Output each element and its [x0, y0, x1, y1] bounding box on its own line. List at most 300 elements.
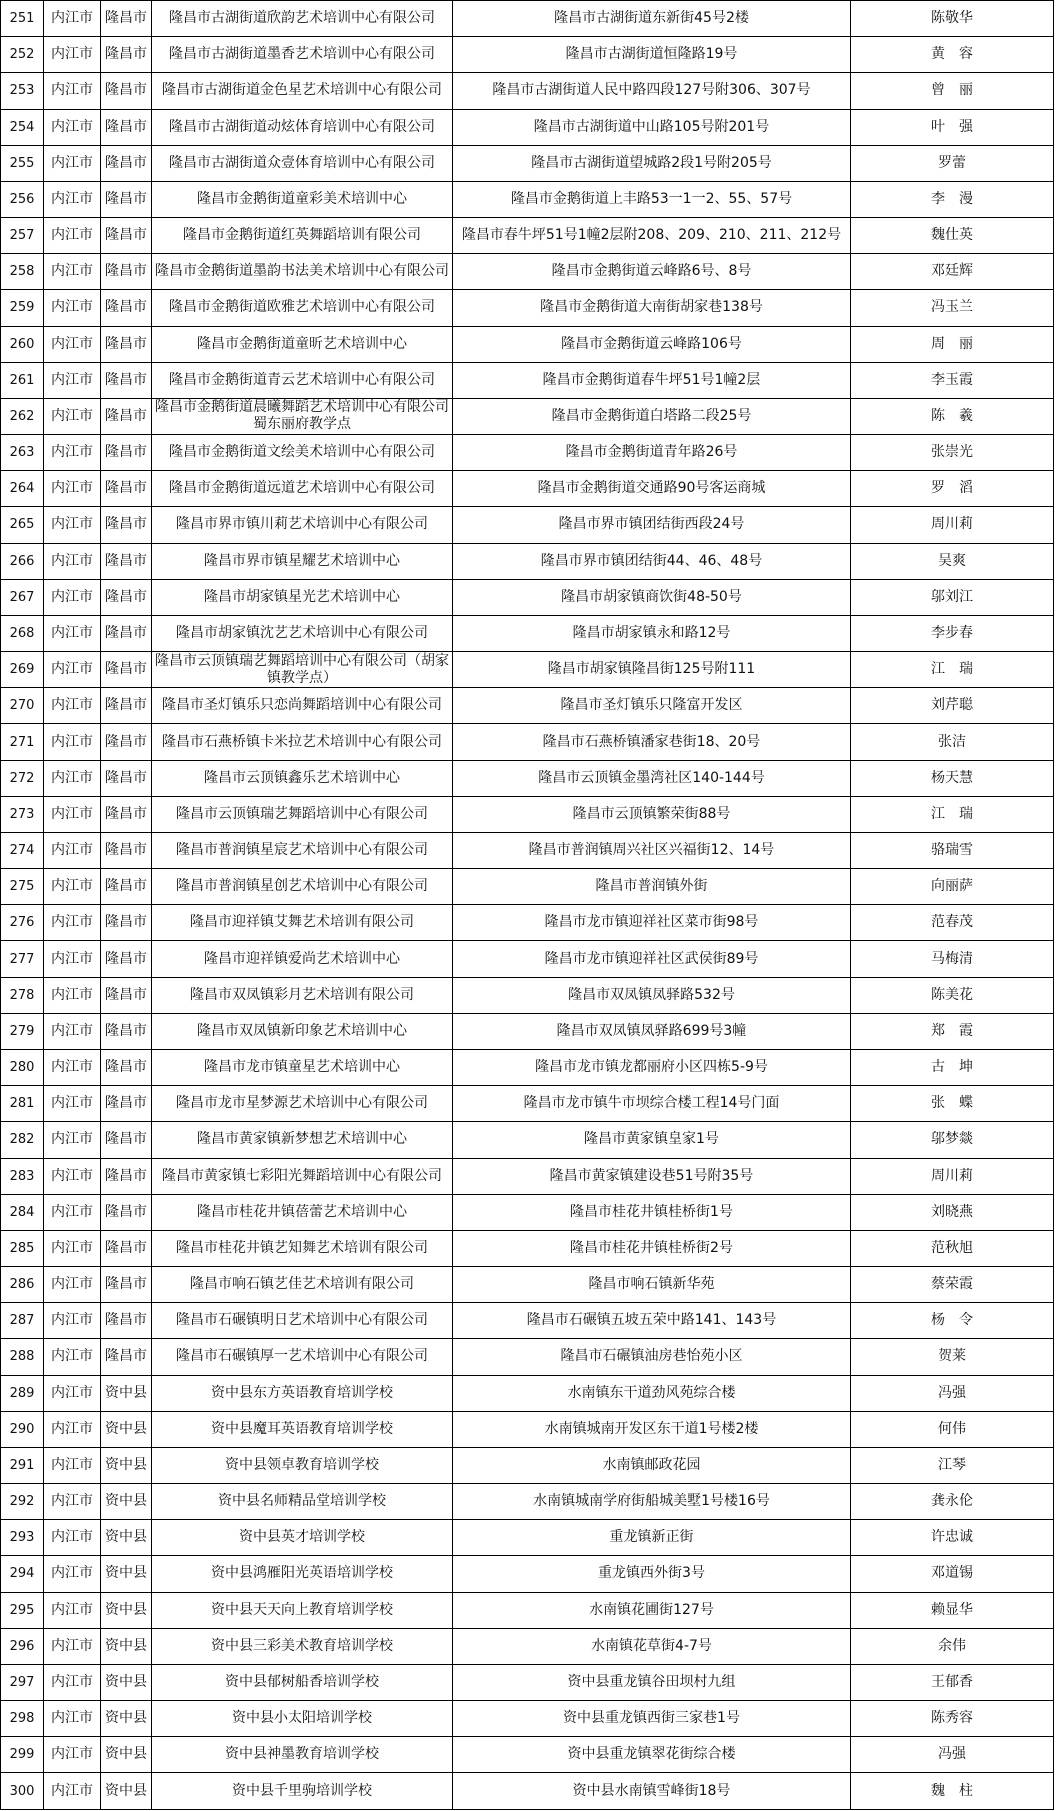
table-row: [1, 1737, 1054, 1773]
row-number: 297: [1, 1664, 44, 1700]
institution-name-cell: 隆昌市古湖街道欣韵艺术培训中心有限公司: [152, 1, 453, 37]
table-row: [1, 832, 1054, 868]
address-cell: 资中县重龙镇谷田坝村九组: [453, 1664, 851, 1700]
address-cell: 隆昌市圣灯镇乐只隆富开发区: [453, 688, 851, 724]
address-cell: 隆昌市龙市镇龙都丽府小区四栋5-9号: [453, 1049, 851, 1085]
address-cell: 隆昌市桂花井镇桂桥街2号: [453, 1230, 851, 1266]
address-cell: 隆昌市石燕桥镇潘家巷街18、20号: [453, 724, 851, 760]
contact-person-cell: 黄 容: [851, 37, 1054, 73]
city-cell: 内江市: [44, 290, 101, 326]
contact-person-cell: 李 漫: [851, 181, 1054, 217]
row-number: 287: [1, 1303, 44, 1339]
table-row: [1, 435, 1054, 471]
table-row: [1, 1267, 1054, 1303]
row-number: 253: [1, 73, 44, 109]
county-cell: 隆昌市: [101, 145, 152, 181]
address-cell: 水南镇东干道劲风苑综合楼: [453, 1375, 851, 1411]
contact-person-cell: 余伟: [851, 1628, 1054, 1664]
table-row: [1, 1375, 1054, 1411]
institution-name-cell: 隆昌市响石镇艺佳艺术培训有限公司: [152, 1267, 453, 1303]
city-cell: 内江市: [44, 905, 101, 941]
row-number: 281: [1, 1086, 44, 1122]
table-row: [1, 109, 1054, 145]
table-row: [1, 905, 1054, 941]
institution-name-cell: 隆昌市金鹅街道晨曦舞蹈艺术培训中心有限公司蜀东丽府教学点: [152, 398, 453, 434]
address-cell: 隆昌市云顶镇金墨湾社区140-144号: [453, 760, 851, 796]
contact-person-cell: 陈秀容: [851, 1701, 1054, 1737]
county-cell: 隆昌市: [101, 73, 152, 109]
county-cell: 隆昌市: [101, 1049, 152, 1085]
county-cell: 资中县: [101, 1773, 152, 1810]
city-cell: 内江市: [44, 1303, 101, 1339]
address-cell: 隆昌市春牛坪51号1幢2层附208、209、210、211、212号: [453, 218, 851, 254]
county-cell: 隆昌市: [101, 760, 152, 796]
row-number: 282: [1, 1122, 44, 1158]
table-row: [1, 507, 1054, 543]
table-row: [1, 398, 1054, 434]
address-cell: 隆昌市桂花井镇桂桥街1号: [453, 1194, 851, 1230]
address-cell: 隆昌市金鹅街道云峰路6号、8号: [453, 254, 851, 290]
table-row: [1, 254, 1054, 290]
county-cell: 隆昌市: [101, 37, 152, 73]
row-number: 265: [1, 507, 44, 543]
institution-name-cell: 隆昌市龙市镇童星艺术培训中心: [152, 1049, 453, 1085]
institution-name-cell: 隆昌市金鹅街道文绘美术培训中心有限公司: [152, 435, 453, 471]
table-row: [1, 73, 1054, 109]
table-row: [1, 652, 1054, 688]
county-cell: 隆昌市: [101, 507, 152, 543]
row-number: 256: [1, 181, 44, 217]
institution-name-cell: 隆昌市石碾镇明日艺术培训中心有限公司: [152, 1303, 453, 1339]
address-cell: 隆昌市金鹅街道大南街胡家巷138号: [453, 290, 851, 326]
county-cell: 资中县: [101, 1484, 152, 1520]
address-cell: 水南镇城南开发区东干道1号楼2楼: [453, 1411, 851, 1447]
table-row: [1, 290, 1054, 326]
city-cell: 内江市: [44, 254, 101, 290]
city-cell: 内江市: [44, 181, 101, 217]
address-cell: 隆昌市双凤镇凤驿路532号: [453, 977, 851, 1013]
address-cell: 隆昌市金鹅街道青年路26号: [453, 435, 851, 471]
table-row: [1, 1411, 1054, 1447]
city-cell: 内江市: [44, 760, 101, 796]
row-number: 260: [1, 326, 44, 362]
contact-person-cell: 何伟: [851, 1411, 1054, 1447]
row-number: 279: [1, 1013, 44, 1049]
table-row: [1, 1484, 1054, 1520]
institution-name-cell: 隆昌市桂花井镇艺知舞艺术培训有限公司: [152, 1230, 453, 1266]
row-number: 277: [1, 941, 44, 977]
row-number: 290: [1, 1411, 44, 1447]
contact-person-cell: 魏仕英: [851, 218, 1054, 254]
city-cell: 内江市: [44, 398, 101, 434]
address-cell: 重龙镇新正街: [453, 1520, 851, 1556]
address-cell: 隆昌市黄家镇建设巷51号附35号: [453, 1158, 851, 1194]
row-number: 266: [1, 543, 44, 579]
county-cell: 隆昌市: [101, 905, 152, 941]
institution-name-cell: 资中县魔耳英语教育培训学校: [152, 1411, 453, 1447]
contact-person-cell: 邬梦燚: [851, 1122, 1054, 1158]
row-number: 255: [1, 145, 44, 181]
address-cell: 隆昌市古湖街道东新街45号2楼: [453, 1, 851, 37]
county-cell: 隆昌市: [101, 471, 152, 507]
table-row: [1, 1158, 1054, 1194]
contact-person-cell: 吴爽: [851, 543, 1054, 579]
address-cell: 隆昌市古湖街道恒隆路19号: [453, 37, 851, 73]
contact-person-cell: 李步春: [851, 615, 1054, 651]
institution-name-cell: 隆昌市双凤镇彩月艺术培训有限公司: [152, 977, 453, 1013]
contact-person-cell: 周 丽: [851, 326, 1054, 362]
address-cell: 水南镇花圃街127号: [453, 1592, 851, 1628]
city-cell: 内江市: [44, 1158, 101, 1194]
county-cell: 隆昌市: [101, 326, 152, 362]
county-cell: 资中县: [101, 1737, 152, 1773]
contact-person-cell: 周川莉: [851, 1158, 1054, 1194]
address-cell: 隆昌市响石镇新华苑: [453, 1267, 851, 1303]
city-cell: 内江市: [44, 1, 101, 37]
row-number: 274: [1, 832, 44, 868]
institution-name-cell: 隆昌市界市镇川莉艺术培训中心有限公司: [152, 507, 453, 543]
row-number: 284: [1, 1194, 44, 1230]
city-cell: 内江市: [44, 109, 101, 145]
table-row: [1, 543, 1054, 579]
institution-name-cell: 资中县鸿雁阳光英语培训学校: [152, 1556, 453, 1592]
institution-name-cell: 隆昌市黄家镇七彩阳光舞蹈培训中心有限公司: [152, 1158, 453, 1194]
row-number: 293: [1, 1520, 44, 1556]
contact-person-cell: 冯强: [851, 1737, 1054, 1773]
contact-person-cell: 赖显华: [851, 1592, 1054, 1628]
institution-name-cell: 隆昌市圣灯镇乐只恋尚舞蹈培训中心有限公司: [152, 688, 453, 724]
county-cell: 隆昌市: [101, 688, 152, 724]
row-number: 288: [1, 1339, 44, 1375]
row-number: 278: [1, 977, 44, 1013]
row-number: 286: [1, 1267, 44, 1303]
city-cell: 内江市: [44, 471, 101, 507]
table-row: [1, 1664, 1054, 1700]
county-cell: 隆昌市: [101, 832, 152, 868]
table-row: [1, 796, 1054, 832]
institution-name-cell: 资中县郁树船香培训学校: [152, 1664, 453, 1700]
address-cell: 资中县水南镇雪峰街18号: [453, 1773, 851, 1810]
row-number: 257: [1, 218, 44, 254]
address-cell: 隆昌市金鹅街道春牛坪51号1幢2层: [453, 362, 851, 398]
institution-name-cell: 隆昌市普润镇星宸艺术培训中心有限公司: [152, 832, 453, 868]
contact-person-cell: 王郁香: [851, 1664, 1054, 1700]
contact-person-cell: 罗 滔: [851, 471, 1054, 507]
contact-person-cell: 曾 丽: [851, 73, 1054, 109]
table-row: [1, 471, 1054, 507]
city-cell: 内江市: [44, 145, 101, 181]
contact-person-cell: 杨天慧: [851, 760, 1054, 796]
table-row: [1, 326, 1054, 362]
county-cell: 资中县: [101, 1664, 152, 1700]
county-cell: 隆昌市: [101, 941, 152, 977]
institution-name-cell: 资中县领卓教育培训学校: [152, 1447, 453, 1483]
row-number: 300: [1, 1773, 44, 1810]
contact-person-cell: 江 瑞: [851, 652, 1054, 688]
city-cell: 内江市: [44, 1411, 101, 1447]
city-cell: 内江市: [44, 1230, 101, 1266]
city-cell: 内江市: [44, 1556, 101, 1592]
table-row: [1, 1122, 1054, 1158]
address-cell: 隆昌市金鹅街道上丰路53一1一2、55、57号: [453, 181, 851, 217]
table-row: [1, 145, 1054, 181]
row-number: 294: [1, 1556, 44, 1592]
city-cell: 内江市: [44, 796, 101, 832]
county-cell: 隆昌市: [101, 1230, 152, 1266]
contact-person-cell: 冯强: [851, 1375, 1054, 1411]
institution-name-cell: 隆昌市古湖街道金色星艺术培训中心有限公司: [152, 73, 453, 109]
row-number: 264: [1, 471, 44, 507]
city-cell: 内江市: [44, 435, 101, 471]
institution-name-cell: 隆昌市古湖街道动炫体育培训中心有限公司: [152, 109, 453, 145]
city-cell: 内江市: [44, 1664, 101, 1700]
institution-name-cell: 隆昌市龙市星梦源艺术培训中心有限公司: [152, 1086, 453, 1122]
address-cell: 隆昌市龙市镇迎祥社区菜市街98号: [453, 905, 851, 941]
institution-name-cell: 隆昌市金鹅街道童彩美术培训中心: [152, 181, 453, 217]
county-cell: 隆昌市: [101, 1122, 152, 1158]
contact-person-cell: 江 瑞: [851, 796, 1054, 832]
address-cell: 隆昌市古湖街道人民中路四段127号附306、307号: [453, 73, 851, 109]
institution-name-cell: 隆昌市胡家镇沈艺艺术培训中心有限公司: [152, 615, 453, 651]
address-cell: 隆昌市石碾镇油房巷怡苑小区: [453, 1339, 851, 1375]
table-row: [1, 1, 1054, 37]
row-number: 262: [1, 398, 44, 434]
row-number: 268: [1, 615, 44, 651]
county-cell: 隆昌市: [101, 652, 152, 688]
contact-person-cell: 杨 令: [851, 1303, 1054, 1339]
institution-name-cell: 隆昌市迎祥镇艾舞艺术培训有限公司: [152, 905, 453, 941]
address-cell: 隆昌市界市镇团结街西段24号: [453, 507, 851, 543]
county-cell: 隆昌市: [101, 1267, 152, 1303]
institution-name-cell: 隆昌市迎祥镇爱尚艺术培训中心: [152, 941, 453, 977]
row-number: 298: [1, 1701, 44, 1737]
institution-name-cell: 隆昌市普润镇星创艺术培训中心有限公司: [152, 869, 453, 905]
table-row: [1, 869, 1054, 905]
row-number: 275: [1, 869, 44, 905]
institution-name-cell: 隆昌市金鹅街道青云艺术培训中心有限公司: [152, 362, 453, 398]
institution-name-cell: 资中县三彩美术教育培训学校: [152, 1628, 453, 1664]
city-cell: 内江市: [44, 326, 101, 362]
contact-person-cell: 刘晓燕: [851, 1194, 1054, 1230]
address-cell: 水南镇城南学府街船城美墅1号楼16号: [453, 1484, 851, 1520]
contact-person-cell: 贺莱: [851, 1339, 1054, 1375]
city-cell: 内江市: [44, 1484, 101, 1520]
row-number: 276: [1, 905, 44, 941]
table-row: [1, 181, 1054, 217]
contact-person-cell: 范秋旭: [851, 1230, 1054, 1266]
county-cell: 隆昌市: [101, 977, 152, 1013]
county-cell: 隆昌市: [101, 254, 152, 290]
row-number: 272: [1, 760, 44, 796]
table-row: [1, 977, 1054, 1013]
county-cell: 隆昌市: [101, 109, 152, 145]
institution-name-cell: 隆昌市古湖街道墨香艺术培训中心有限公司: [152, 37, 453, 73]
address-cell: 隆昌市古湖街道中山路105号附201号: [453, 109, 851, 145]
table-row: [1, 362, 1054, 398]
table-row: [1, 37, 1054, 73]
city-cell: 内江市: [44, 869, 101, 905]
county-cell: 隆昌市: [101, 543, 152, 579]
county-cell: 资中县: [101, 1556, 152, 1592]
city-cell: 内江市: [44, 615, 101, 651]
county-cell: 隆昌市: [101, 1339, 152, 1375]
table-row: [1, 724, 1054, 760]
institution-name-cell: 资中县英才培训学校: [152, 1520, 453, 1556]
city-cell: 内江市: [44, 1375, 101, 1411]
table-row: [1, 615, 1054, 651]
city-cell: 内江市: [44, 543, 101, 579]
contact-person-cell: 邓道锡: [851, 1556, 1054, 1592]
row-number: 280: [1, 1049, 44, 1085]
table-row: [1, 1701, 1054, 1737]
contact-person-cell: 张洁: [851, 724, 1054, 760]
county-cell: 资中县: [101, 1701, 152, 1737]
table-body: [1, 1, 1054, 1810]
address-cell: 隆昌市双凤镇凤驿路699号3幢: [453, 1013, 851, 1049]
address-cell: 隆昌市普润镇外街: [453, 869, 851, 905]
city-cell: 内江市: [44, 1701, 101, 1737]
county-cell: 资中县: [101, 1411, 152, 1447]
city-cell: 内江市: [44, 1049, 101, 1085]
table-row: [1, 941, 1054, 977]
address-cell: 隆昌市龙市镇牛市坝综合楼工程14号门面: [453, 1086, 851, 1122]
city-cell: 内江市: [44, 1592, 101, 1628]
county-cell: 隆昌市: [101, 1158, 152, 1194]
contact-person-cell: 张崇光: [851, 435, 1054, 471]
county-cell: 隆昌市: [101, 1, 152, 37]
institution-name-cell: 资中县千里驹培训学校: [152, 1773, 453, 1810]
row-number: 267: [1, 579, 44, 615]
row-number: 261: [1, 362, 44, 398]
city-cell: 内江市: [44, 688, 101, 724]
address-cell: 资中县重龙镇翠花街综合楼: [453, 1737, 851, 1773]
city-cell: 内江市: [44, 1773, 101, 1810]
row-number: 285: [1, 1230, 44, 1266]
address-cell: 隆昌市石碾镇五坡五荣中路141、143号: [453, 1303, 851, 1339]
city-cell: 内江市: [44, 73, 101, 109]
table-row: [1, 1194, 1054, 1230]
row-number: 292: [1, 1484, 44, 1520]
county-cell: 隆昌市: [101, 724, 152, 760]
contact-person-cell: 陈 羲: [851, 398, 1054, 434]
city-cell: 内江市: [44, 977, 101, 1013]
institution-name-cell: 隆昌市金鹅街道欧雅艺术培训中心有限公司: [152, 290, 453, 326]
contact-person-cell: 蔡荣霞: [851, 1267, 1054, 1303]
contact-person-cell: 张 蝶: [851, 1086, 1054, 1122]
institution-name-cell: 隆昌市金鹅街道红英舞蹈培训有限公司: [152, 218, 453, 254]
institution-name-cell: 隆昌市桂花井镇蓓蕾艺术培训中心: [152, 1194, 453, 1230]
county-cell: 隆昌市: [101, 398, 152, 434]
institution-name-cell: 资中县小太阳培训学校: [152, 1701, 453, 1737]
table-row: [1, 760, 1054, 796]
county-cell: 隆昌市: [101, 290, 152, 326]
county-cell: 隆昌市: [101, 435, 152, 471]
institution-name-cell: 隆昌市界市镇星耀艺术培训中心: [152, 543, 453, 579]
row-number: 259: [1, 290, 44, 326]
county-cell: 资中县: [101, 1520, 152, 1556]
table-row: [1, 1520, 1054, 1556]
city-cell: 内江市: [44, 362, 101, 398]
city-cell: 内江市: [44, 1194, 101, 1230]
contact-person-cell: 冯玉兰: [851, 290, 1054, 326]
institution-name-cell: 资中县名师精品堂培训学校: [152, 1484, 453, 1520]
county-cell: 资中县: [101, 1447, 152, 1483]
institution-name-cell: 隆昌市金鹅街道墨韵书法美术培训中心有限公司: [152, 254, 453, 290]
table-row: [1, 1773, 1054, 1810]
institution-name-cell: 资中县东方英语教育培训学校: [152, 1375, 453, 1411]
city-cell: 内江市: [44, 1447, 101, 1483]
county-cell: 隆昌市: [101, 1086, 152, 1122]
row-number: 283: [1, 1158, 44, 1194]
county-cell: 隆昌市: [101, 1194, 152, 1230]
institution-name-cell: 隆昌市云顶镇瑞艺舞蹈培训中心有限公司（胡家镇教学点）: [152, 652, 453, 688]
address-cell: 隆昌市金鹅街道云峰路106号: [453, 326, 851, 362]
city-cell: 内江市: [44, 1013, 101, 1049]
county-cell: 隆昌市: [101, 362, 152, 398]
city-cell: 内江市: [44, 941, 101, 977]
contact-person-cell: 向丽萨: [851, 869, 1054, 905]
institution-name-cell: 隆昌市石碾镇厚一艺术培训中心有限公司: [152, 1339, 453, 1375]
address-cell: 隆昌市胡家镇隆昌街125号附111: [453, 652, 851, 688]
city-cell: 内江市: [44, 1339, 101, 1375]
contact-person-cell: 刘芹聪: [851, 688, 1054, 724]
table-row: [1, 1592, 1054, 1628]
city-cell: 内江市: [44, 218, 101, 254]
row-number: 296: [1, 1628, 44, 1664]
institution-name-cell: 隆昌市金鹅街道童昕艺术培训中心: [152, 326, 453, 362]
city-cell: 内江市: [44, 1628, 101, 1664]
table-row: [1, 1013, 1054, 1049]
contact-person-cell: 古 坤: [851, 1049, 1054, 1085]
contact-person-cell: 陈美花: [851, 977, 1054, 1013]
county-cell: 隆昌市: [101, 1013, 152, 1049]
city-cell: 内江市: [44, 652, 101, 688]
city-cell: 内江市: [44, 1737, 101, 1773]
county-cell: 隆昌市: [101, 615, 152, 651]
institution-name-cell: 隆昌市云顶镇瑞艺舞蹈培训中心有限公司: [152, 796, 453, 832]
contact-person-cell: 罗蕾: [851, 145, 1054, 181]
city-cell: 内江市: [44, 1086, 101, 1122]
table-row: [1, 1628, 1054, 1664]
institution-name-cell: 隆昌市金鹅街道远道艺术培训中心有限公司: [152, 471, 453, 507]
address-cell: 资中县重龙镇西街三家巷1号: [453, 1701, 851, 1737]
table-row: [1, 1447, 1054, 1483]
contact-person-cell: 范春茂: [851, 905, 1054, 941]
institution-name-cell: 隆昌市古湖街道众壹体育培训中心有限公司: [152, 145, 453, 181]
contact-person-cell: 骆瑞雪: [851, 832, 1054, 868]
address-cell: 隆昌市界市镇团结街44、46、48号: [453, 543, 851, 579]
city-cell: 内江市: [44, 724, 101, 760]
contact-person-cell: 周川莉: [851, 507, 1054, 543]
city-cell: 内江市: [44, 1122, 101, 1158]
contact-person-cell: 魏 柱: [851, 1773, 1054, 1810]
table-row: [1, 1086, 1054, 1122]
contact-person-cell: 李玉霞: [851, 362, 1054, 398]
county-cell: 隆昌市: [101, 1303, 152, 1339]
row-number: 258: [1, 254, 44, 290]
row-number: 269: [1, 652, 44, 688]
contact-person-cell: 邓廷辉: [851, 254, 1054, 290]
address-cell: 隆昌市胡家镇永和路12号: [453, 615, 851, 651]
city-cell: 内江市: [44, 37, 101, 73]
row-number: 273: [1, 796, 44, 832]
institution-name-cell: 隆昌市石燕桥镇卡米拉艺术培训中心有限公司: [152, 724, 453, 760]
contact-person-cell: 许忠诚: [851, 1520, 1054, 1556]
address-cell: 隆昌市金鹅街道白塔路二段25号: [453, 398, 851, 434]
table-row: [1, 1230, 1054, 1266]
row-number: 271: [1, 724, 44, 760]
contact-person-cell: 陈敬华: [851, 1, 1054, 37]
